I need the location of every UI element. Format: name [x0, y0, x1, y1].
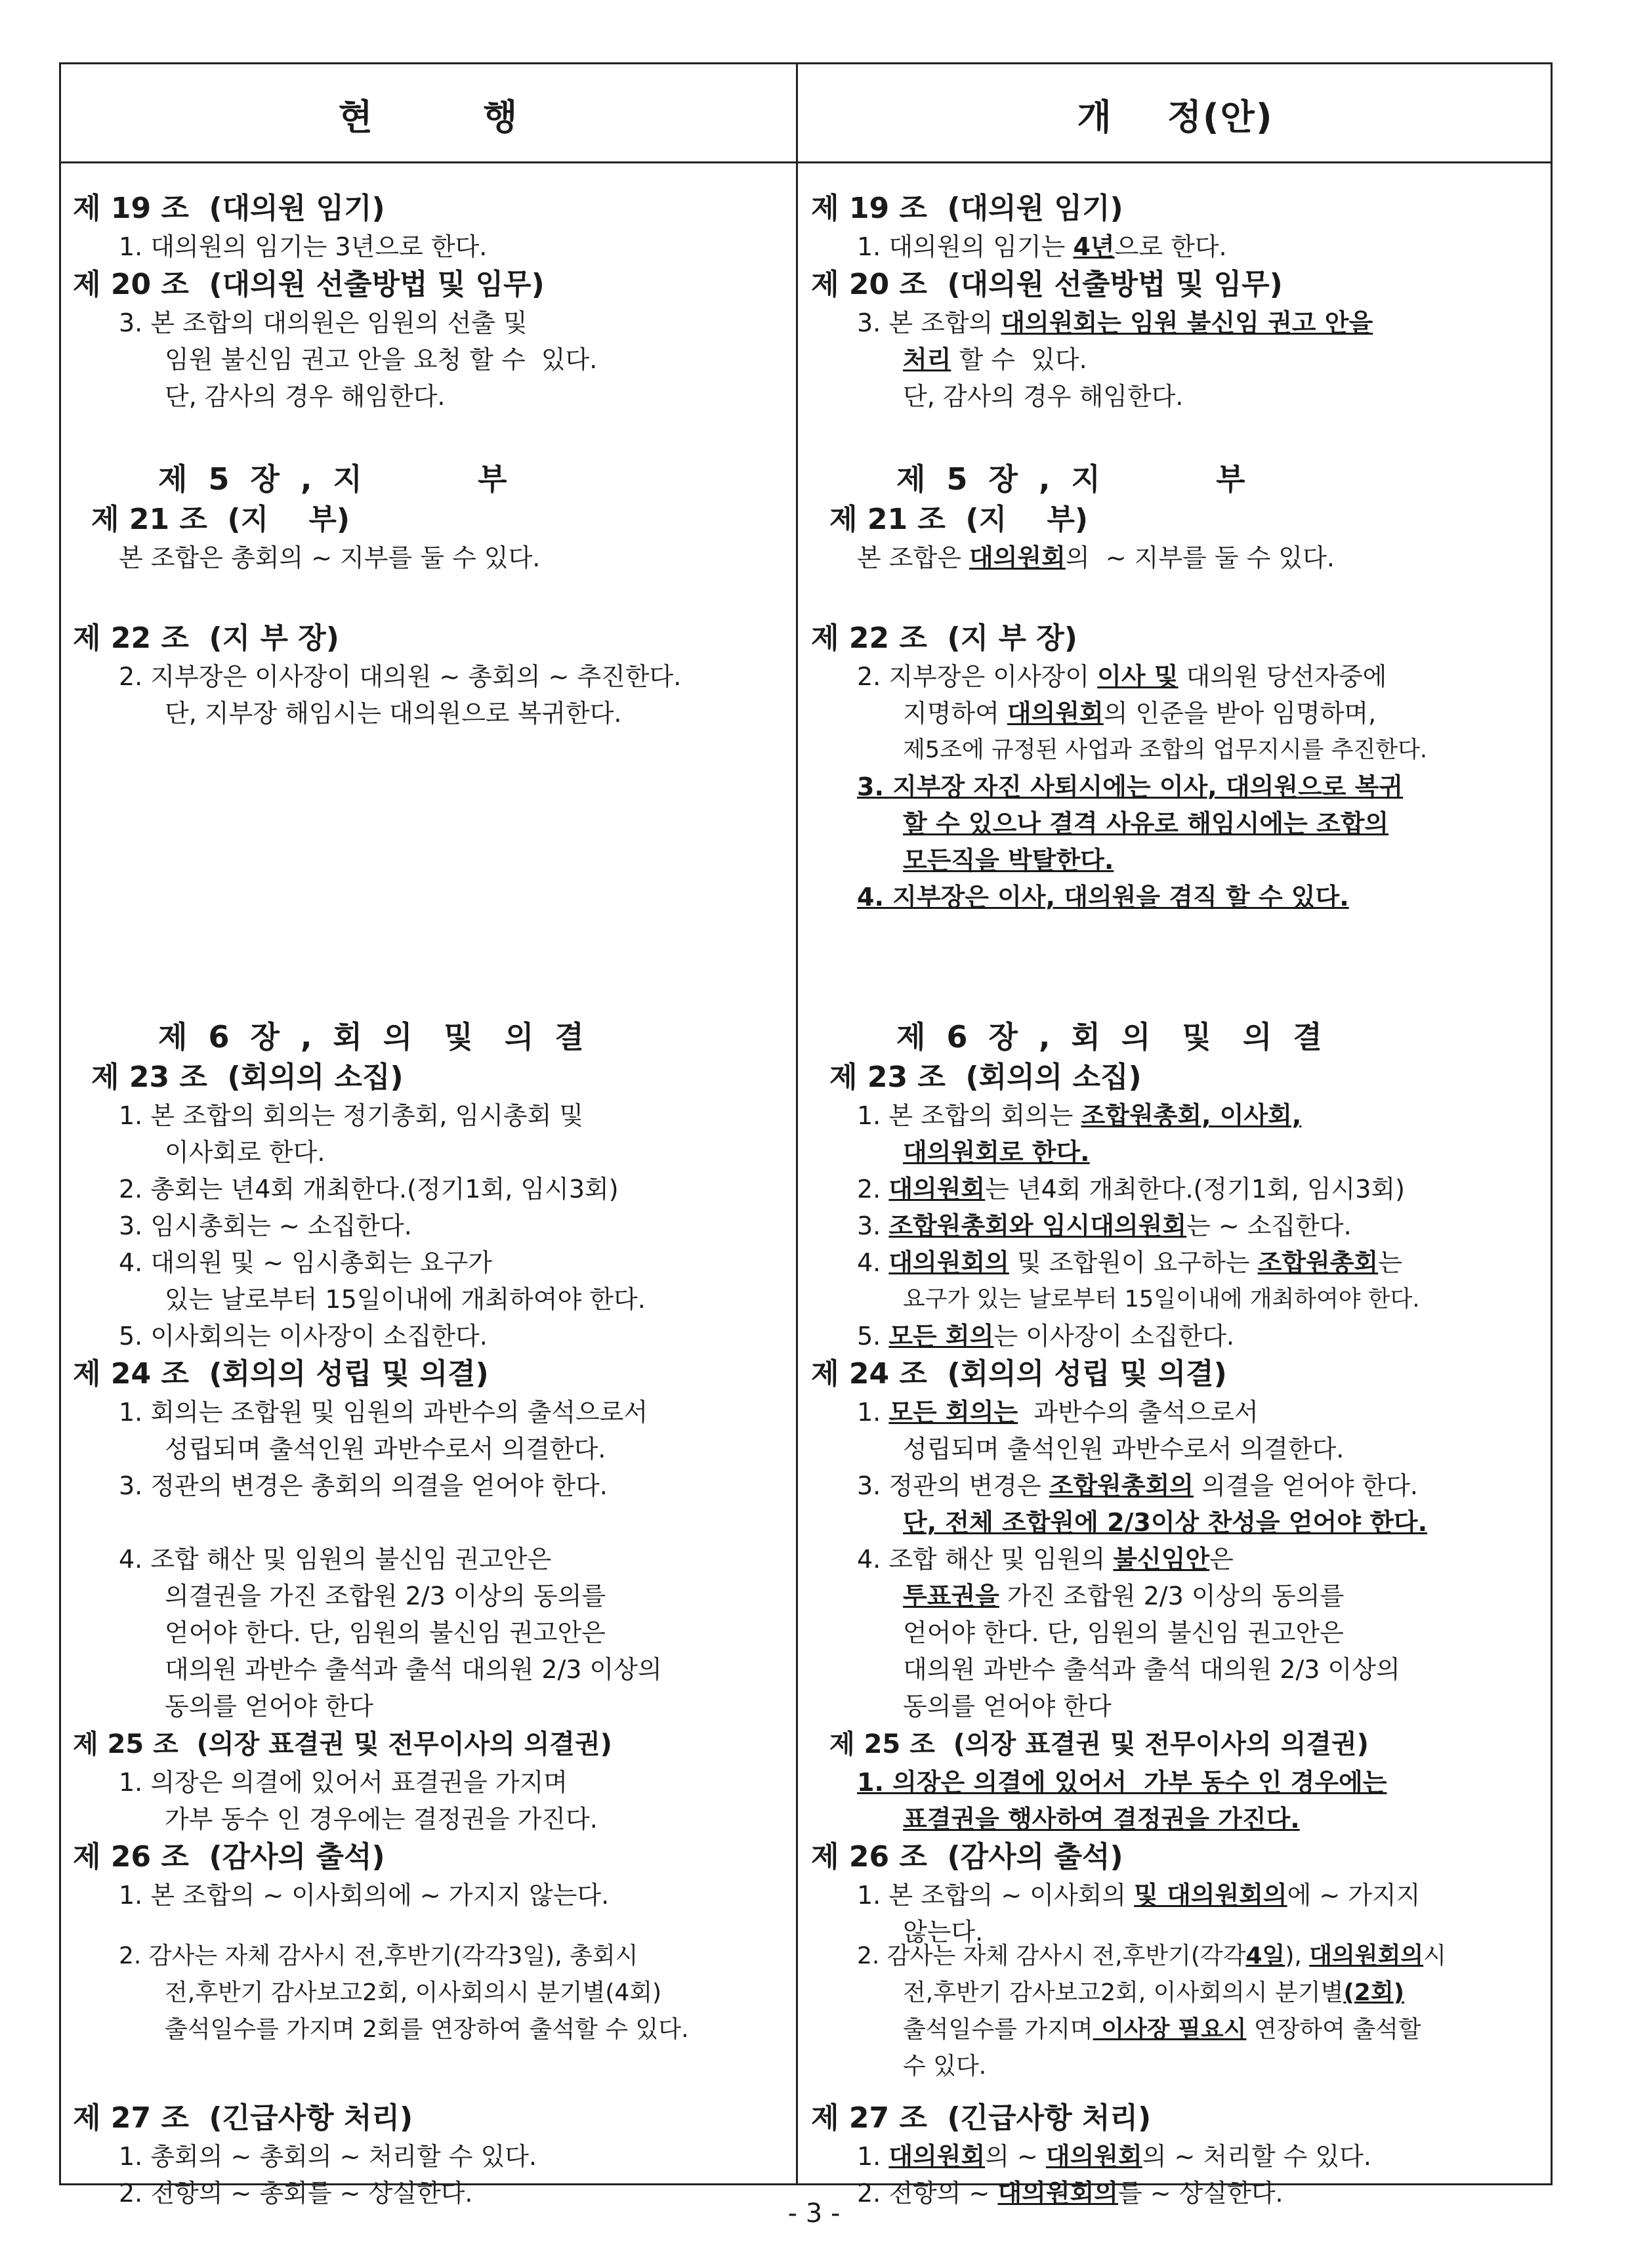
- chapter-5: [73, 458, 540, 576]
- header-current: 현 행: [338, 96, 519, 138]
- article-24-clause-4: [73, 1541, 662, 1914]
- clause-cont: 요구가 있는 날로부터 15일이내에 개최하여야 한다.: [903, 1286, 1420, 1312]
- article-title: 제 25 조 (의장 표결권 및 전무이사의 의결권): [829, 1729, 1369, 1759]
- clause-cont: 얻어야 한다. 단, 임원의 불신임 권고안은: [165, 1618, 606, 1647]
- chapter-title: 제 5 장 , 지 부: [158, 461, 507, 497]
- article-title: 제 21 조 (지 부): [829, 503, 1089, 536]
- clause: 2. 대의원회는 년4회 개최한다.(정기1회, 임시3회): [857, 1175, 1405, 1204]
- clause: 4. 대의원 및 ~ 임시총회는 요구가: [119, 1248, 492, 1277]
- clause-cont: 투표권을 가진 조합원 2/3 이상의 동의를: [903, 1582, 1345, 1610]
- clause: 1. 대의원의 임기는 3년으로 한다.: [119, 232, 488, 261]
- clause: 3. 본 조합의 대의원은 임원의 선출 및: [119, 308, 528, 337]
- article-title: 제 22 조 (지 부 장): [73, 621, 339, 655]
- clause: 2. 감사는 자체 감사시 전,후반기(각각4일), 대의원회의시: [857, 1942, 1446, 1969]
- clause: 5. 모든 회의는 이사장이 소집한다.: [857, 1322, 1235, 1351]
- clause: 3. 정관의 변경은 총회의 의결을 얻어야 한다.: [119, 1471, 608, 1500]
- article-title: 제 19 조 (대의원 임기): [73, 192, 385, 225]
- clause-cont: 수 있다.: [903, 2053, 987, 2080]
- header-revised: 개 정(안): [1077, 96, 1274, 138]
- comparison-table: [59, 62, 1553, 2208]
- article-27: [811, 2099, 1371, 2212]
- clause-cont: 처리 할 수 있다.: [903, 345, 1087, 374]
- clause: 1. 대의원의 임기는 4년으로 한다.: [857, 232, 1227, 261]
- chapter-6: [73, 1016, 648, 1504]
- clause: 본 조합은 총회의 ~ 지부를 둘 수 있다.: [119, 543, 541, 572]
- column-divider: [796, 64, 798, 2183]
- article-title: 제 21 조 (지 부): [91, 503, 350, 536]
- clause: 1. 본 조합의 ~ 이사회의에 ~ 가지지 않는다.: [119, 1881, 610, 1910]
- article-19: [811, 189, 1373, 415]
- clause: 1. 의장은 의결에 있어서 가부 동수 인 경우에는: [857, 1768, 1387, 1797]
- clause: 5. 이사회의는 이사장이 소집한다.: [119, 1322, 488, 1351]
- clause-cont: 출석일수를 가지며 이사장 필요시 연장하여 출석할: [903, 2016, 1421, 2043]
- clause-cont: 있는 날로부터 15일이내에 개최하여야 한다.: [165, 1285, 646, 1314]
- clause-cont: 이사회로 한다.: [165, 1138, 325, 1167]
- clause-cont: 제5조에 규정된 사업과 조합의 업무지시를 추진한다.: [903, 737, 1428, 763]
- clause: 3. 조합원총회와 임시대의원회는 ~ 소집한다.: [857, 1211, 1352, 1240]
- clause-cont: 대의원 과반수 출석과 출석 대의원 2/3 이상의: [165, 1655, 662, 1684]
- clause: 1. 회의는 조합원 및 임원의 과반수의 출석으로서: [119, 1398, 648, 1427]
- article-title: 제 20 조 (대의원 선출방법 및 임무): [811, 268, 1283, 301]
- article-24-clause-4: [811, 1541, 1420, 1950]
- clause-cont: 출석일수를 가지며 2회를 연장하여 출석할 수 있다.: [165, 2016, 689, 2043]
- clause: 2. 지부장은 이사장이 이사 및 대의원 당선자중에: [857, 662, 1387, 691]
- article-title: 제 24 조 (회의의 성립 및 의결): [811, 1357, 1227, 1391]
- clause: 3. 임시총회는 ~ 소집한다.: [119, 1211, 412, 1240]
- clause-cont: 않는다.: [903, 1918, 984, 1946]
- clause: 1. 의장은 의결에 있어서 표결권을 가지며: [119, 1768, 568, 1797]
- clause: 4. 조합 해산 및 임원의 불신임안은: [857, 1545, 1234, 1574]
- clause-cont: 임원 불신임 권고 안을 요청 할 수 있다.: [165, 345, 598, 374]
- article-title: 제 19 조 (대의원 임기): [811, 192, 1123, 225]
- article-title: 제 23 조 (회의의 소집): [91, 1060, 404, 1094]
- clause-cont: 성립되며 출석인원 과반수로서 의결한다.: [165, 1435, 606, 1463]
- clause: 1. 총회의 ~ 총회의 ~ 처리할 수 있다.: [119, 2142, 537, 2171]
- article-19: [73, 189, 597, 415]
- clause: 3. 본 조합의 대의원회는 임원 불신임 권고 안을: [857, 308, 1373, 337]
- article-title: 제 22 조 (지 부 장): [811, 621, 1077, 655]
- page-number: - 3 -: [787, 2198, 841, 2229]
- clause: 2. 총회는 년4회 개최한다.(정기1회, 임시3회): [119, 1175, 619, 1204]
- article-title: 제 20 조 (대의원 선출방법 및 임무): [73, 268, 545, 301]
- chapter-6: [811, 1016, 1427, 1541]
- article-title: 제 26 조 (감사의 출석): [811, 1840, 1123, 1874]
- chapter-title: 제 6 장 , 회 의 및 의 결: [158, 1019, 584, 1055]
- clause: 1. 모든 회의는 과반수의 출석으로서: [857, 1398, 1259, 1427]
- clause-cont: 단, 전체 조합원에 2/3이상 찬성을 얻어야 한다.: [903, 1508, 1428, 1537]
- article-title: 제 27 조 (긴급사항 처리): [73, 2101, 413, 2135]
- header-divider: [61, 161, 1551, 163]
- chapter-title: 제 5 장 , 지 부: [896, 461, 1245, 497]
- clause: 1. 본 조합의 ~ 이사회의 및 대의원회의에 ~ 가지지: [857, 1881, 1421, 1910]
- clause: 2. 전항의 ~ 총회를 ~ 상실한다.: [119, 2179, 473, 2208]
- clause: 2. 전항의 ~ 대의원회의를 ~ 상실한다.: [857, 2179, 1284, 2208]
- clause: 본 조합은 대의원회의 ~ 지부를 둘 수 있다.: [857, 543, 1335, 572]
- article-22: [811, 619, 1427, 915]
- article-title: 제 23 조 (회의의 소집): [829, 1060, 1142, 1094]
- clause: 3. 정관의 변경은 조합원총회의 의결을 얻어야 한다.: [857, 1471, 1418, 1500]
- clause: 4. 지부장은 이사, 대의원을 겸직 할 수 있다.: [857, 883, 1349, 912]
- clause-cont: 얻어야 한다. 단, 임원의 불신임 권고안은: [903, 1618, 1344, 1647]
- chapter-title: 제 6 장 , 회 의 및 의 결: [896, 1019, 1322, 1055]
- clause: 1. 본 조합의 회의는 정기총회, 임시총회 및: [119, 1101, 584, 1130]
- clause: 3. 지부장 자진 사퇴시에는 이사, 대의원으로 복귀: [857, 772, 1404, 801]
- clause-cont: 지명하여 대의원회의 인준을 받아 임명하며,: [903, 699, 1377, 728]
- clause-cont: 가부 동수 인 경우에는 결정권을 가진다.: [165, 1805, 598, 1834]
- chapter-5: [811, 458, 1335, 576]
- clause-cont: 표결권을 행사하여 결정권을 가진다.: [903, 1805, 1300, 1834]
- clause-cont: 대의원회로 한다.: [903, 1138, 1090, 1167]
- clause-cont: 모든직을 박탈한다.: [903, 846, 1114, 875]
- clause-cont: 단, 감사의 경우 해임한다.: [165, 382, 446, 411]
- clause: 4. 조합 해산 및 임원의 불신임 권고안은: [119, 1545, 552, 1574]
- clause-cont: 단, 감사의 경우 해임한다.: [903, 382, 1184, 411]
- article-27: [73, 2099, 537, 2212]
- article-title: 제 26 조 (감사의 출석): [73, 1840, 385, 1874]
- article-title: 제 24 조 (회의의 성립 및 의결): [73, 1357, 489, 1391]
- clause-cont: 동의를 얻어야 한다: [165, 1692, 373, 1721]
- clause-cont: 단, 지부장 해임시는 대의원으로 복귀한다.: [165, 699, 622, 728]
- clause: 1. 본 조합의 회의는 조합원총회, 이사회,: [857, 1101, 1302, 1130]
- clause-cont: 성립되며 출석인원 과반수로서 의결한다.: [903, 1435, 1345, 1463]
- clause-cont: 전,후반기 감사보고2회, 이사회의시 분기별(4회): [165, 1979, 662, 2006]
- clause: 2. 지부장은 이사장이 대의원 ~ 총회의 ~ 추진한다.: [119, 662, 682, 691]
- clause-cont: 대의원 과반수 출석과 출석 대의원 2/3 이상의: [903, 1655, 1400, 1684]
- clause-cont: 할 수 있으나 결격 사유로 해임시에는 조합의: [903, 809, 1389, 838]
- article-26-clause-2: [73, 1938, 689, 2048]
- article-title: 제 25 조 (의장 표결권 및 전무이사의 의결권): [73, 1729, 612, 1759]
- clause: 1. 대의원회의 ~ 대의원회의 ~ 처리할 수 있다.: [857, 2142, 1371, 2171]
- clause: 4. 대의원회의 및 조합원이 요구하는 조합원총회는: [857, 1248, 1402, 1277]
- clause-cont: 의결권을 가진 조합원 2/3 이상의 동의를: [165, 1582, 606, 1610]
- clause-cont: 전,후반기 감사보고2회, 이사회의시 분기별(2회): [903, 1979, 1405, 2006]
- article-26-clause-2: [811, 1938, 1446, 2085]
- article-title: 제 27 조 (긴급사항 처리): [811, 2101, 1152, 2135]
- clause: 2. 감사는 자체 감사시 전,후반기(각각3일), 총회시: [119, 1942, 638, 1969]
- article-22: [73, 619, 681, 732]
- clause-cont: 동의를 얻어야 한다: [903, 1692, 1112, 1721]
